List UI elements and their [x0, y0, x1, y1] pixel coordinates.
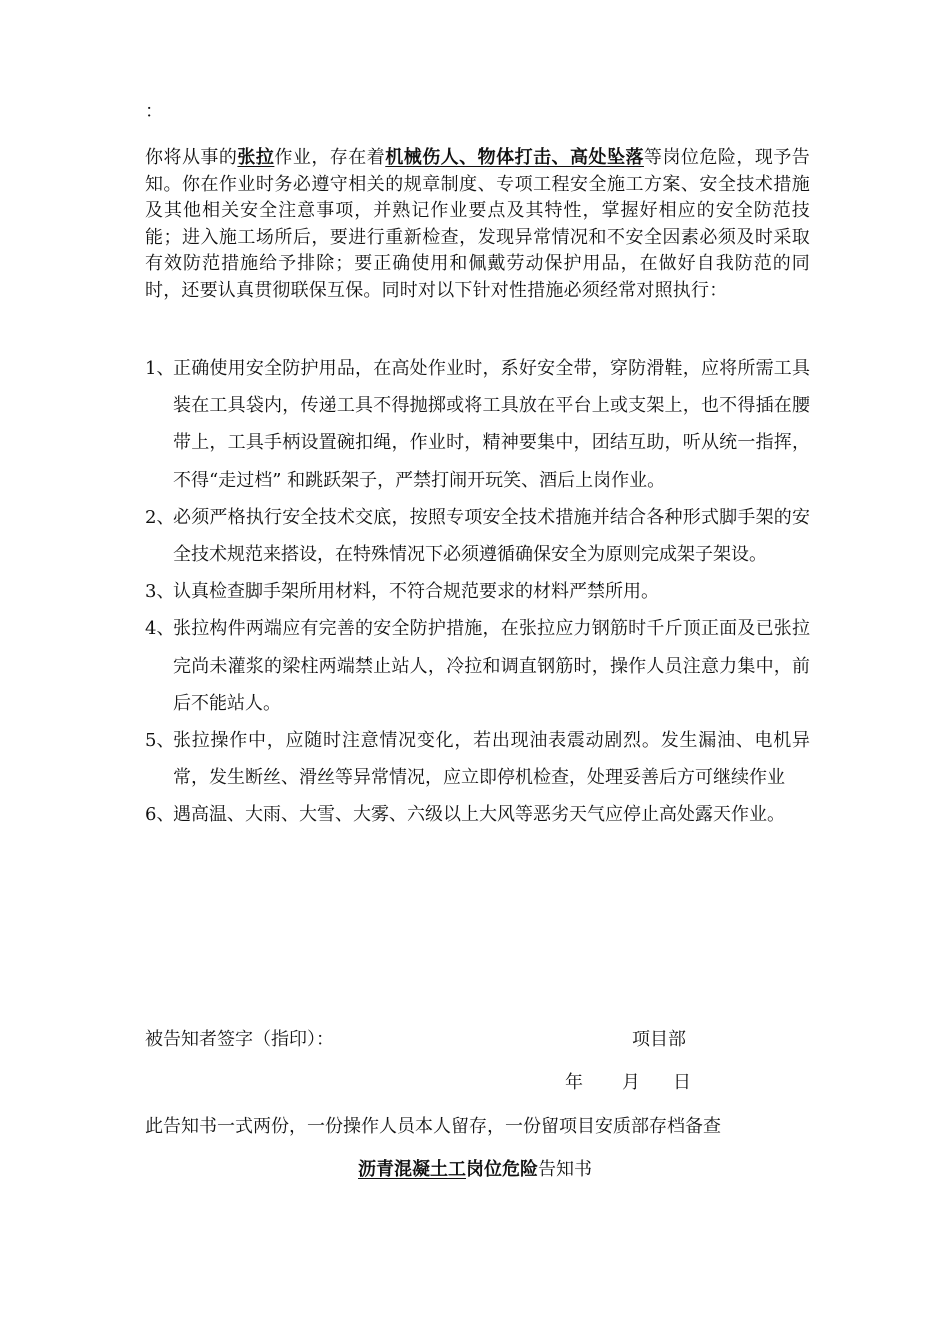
next-notice-title — [0, 1158, 950, 1182]
list-item — [145, 610, 810, 722]
hazard-list: 机械伤人、物体打击、高处坠落 — [385, 147, 644, 168]
date-year: 年 — [565, 1072, 583, 1093]
date-day: 日 — [673, 1072, 691, 1093]
list-item — [145, 796, 810, 833]
item-text: 张拉构件两端应有完善的安全防护措施，在张拉应力钢筋时千斤顶正面及已张拉完尚未灌浆的梁柱两端禁止站人，冷拉和调直钢筋时，操作人员注意力集中，前后不能站人。 — [173, 618, 810, 714]
intro-text-3: 等岗位危险，现予告知。你在作业时务必遵守相关的规章制度、专项工程安全施工方案、安全技术措施及其他相关安全注意事项，并熟记作业要点及其特性，掌握好相应的安全防范技能；进入施工场所后，要进行重新检查，发现异常情况和不安全因素必须及时采取有效防范措施给予排除；要正确使用和佩戴劳动保护用品，在做好自我防范的同时，还要认真贯彻联保互保。同时对以下针对性措施必须经常对照执行： — [145, 147, 811, 301]
item-text: 正确使用安全防护用品，在高处作业时，系好安全带，穿防滑鞋，应将所需工具装在工具袋内，传递工具不得抛掷或将工具放在平台上或支架上，也不得插在腰带上，工具手柄设置碗扣绳，作业时，精神要集中，团结互助，听从统一指挥，不得“走过档” 和跳跃架子，严禁打闹开玩笑、酒后上岗作业。 — [173, 358, 810, 491]
date-line — [565, 1071, 691, 1095]
item-text: 张拉操作中，应随时注意情况变化，若出现油表震动剧烈。发生漏油、电机异常，发生断丝、滑丝等异常情况，应立即停机检查，处理妥善后方可继续作业 — [173, 730, 810, 789]
list-item — [145, 350, 810, 499]
next-hazard: 岗位危险 — [466, 1159, 538, 1180]
item-number: 3、 — [145, 581, 175, 603]
date-month: 月 — [622, 1072, 640, 1093]
next-job-name: 沥青混凝土工 — [358, 1159, 466, 1180]
item-number: 2、 — [145, 506, 175, 528]
list-item — [145, 573, 810, 610]
item-number: 5、 — [145, 730, 175, 752]
item-text: 遇高温、大雨、大雪、大雾、六级以上大风等恶劣天气应停止高处露天作业。 — [173, 804, 785, 826]
measures-list — [145, 350, 810, 834]
list-item — [145, 499, 810, 573]
item-text: 必须严格执行安全技术交底，按照专项安全技术措施并结合各种形式脚手架的安全技术规范来搭设，在特殊情况下必须遵循确保安全为原则完成架子架设。 — [173, 506, 810, 566]
item-number: 4、 — [145, 618, 175, 640]
item-number: 6、 — [145, 804, 175, 826]
item-number: 1、 — [145, 358, 175, 379]
list-item — [145, 722, 810, 796]
copies-note: 此告知书一式两份，一份操作人员本人留存，一份留项目安质部存档备查 — [145, 1116, 721, 1137]
signature-label: 被告知者签字（指印）： — [145, 1029, 334, 1050]
intro-text-1: 你将从事的 — [145, 147, 238, 168]
job-name: 张拉 — [237, 147, 275, 168]
leading-colon: ： — [145, 101, 163, 122]
next-title-suffix: 告知书 — [538, 1159, 592, 1180]
project-department: 项目部 — [632, 1029, 686, 1050]
intro-text-2: 作业，存在着 — [274, 147, 386, 168]
intro-paragraph — [145, 145, 810, 305]
item-text: 认真检查脚手架所用材料，不符合规范要求的材料严禁所用。 — [173, 581, 659, 603]
